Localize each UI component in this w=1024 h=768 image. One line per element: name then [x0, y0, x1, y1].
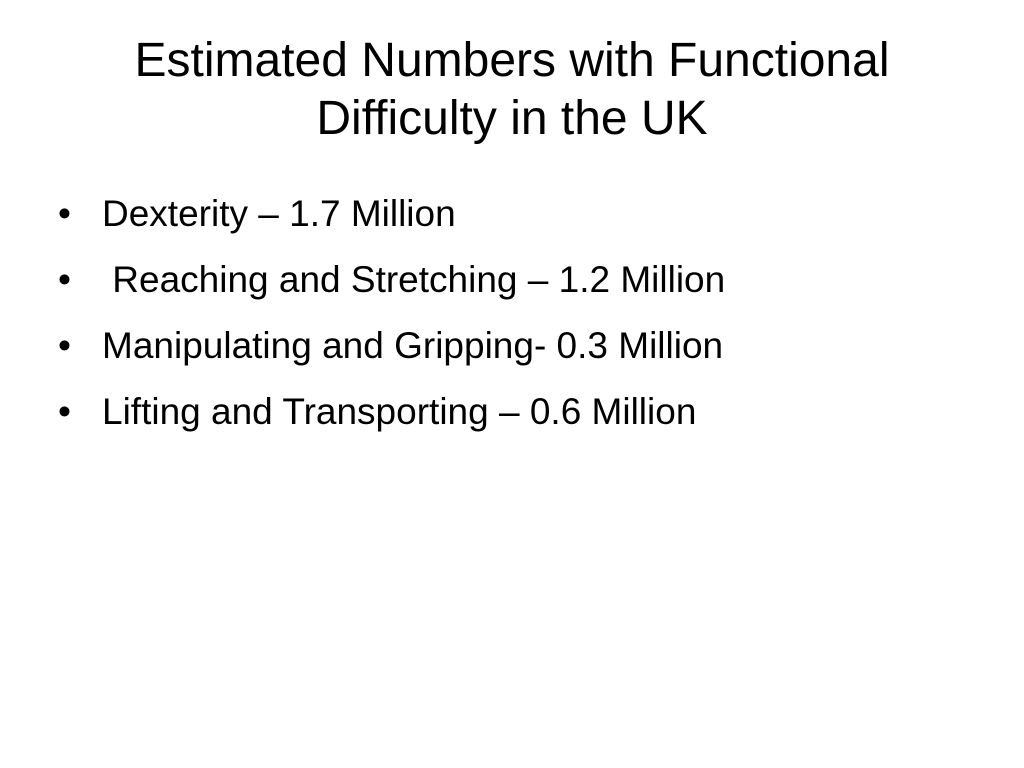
bullet-icon: • [58, 391, 71, 432]
bullet-text: Manipulating and Gripping- 0.3 Million [102, 325, 724, 366]
bullet-item-reaching [58, 252, 998, 318]
bullet-item-manipulating [58, 318, 998, 384]
bullet-list [58, 186, 998, 450]
bullet-text: Lifting and Transporting – 0.6 Million [102, 391, 697, 432]
slide-title-line-2: Difficulty in the UK [316, 92, 708, 145]
bullet-icon: • [58, 259, 71, 300]
bullet-icon: • [58, 325, 71, 366]
bullet-icon: • [58, 193, 71, 234]
bullet-text: Reaching and Stretching – 1.2 Million [102, 259, 726, 300]
bullet-item-lifting [58, 384, 998, 450]
bullet-item-dexterity [58, 186, 998, 252]
bullet-text: Dexterity – 1.7 Million [102, 193, 456, 234]
slide-title-line-1: Estimated Numbers with Functional [134, 34, 890, 87]
slide-title [40, 32, 984, 148]
